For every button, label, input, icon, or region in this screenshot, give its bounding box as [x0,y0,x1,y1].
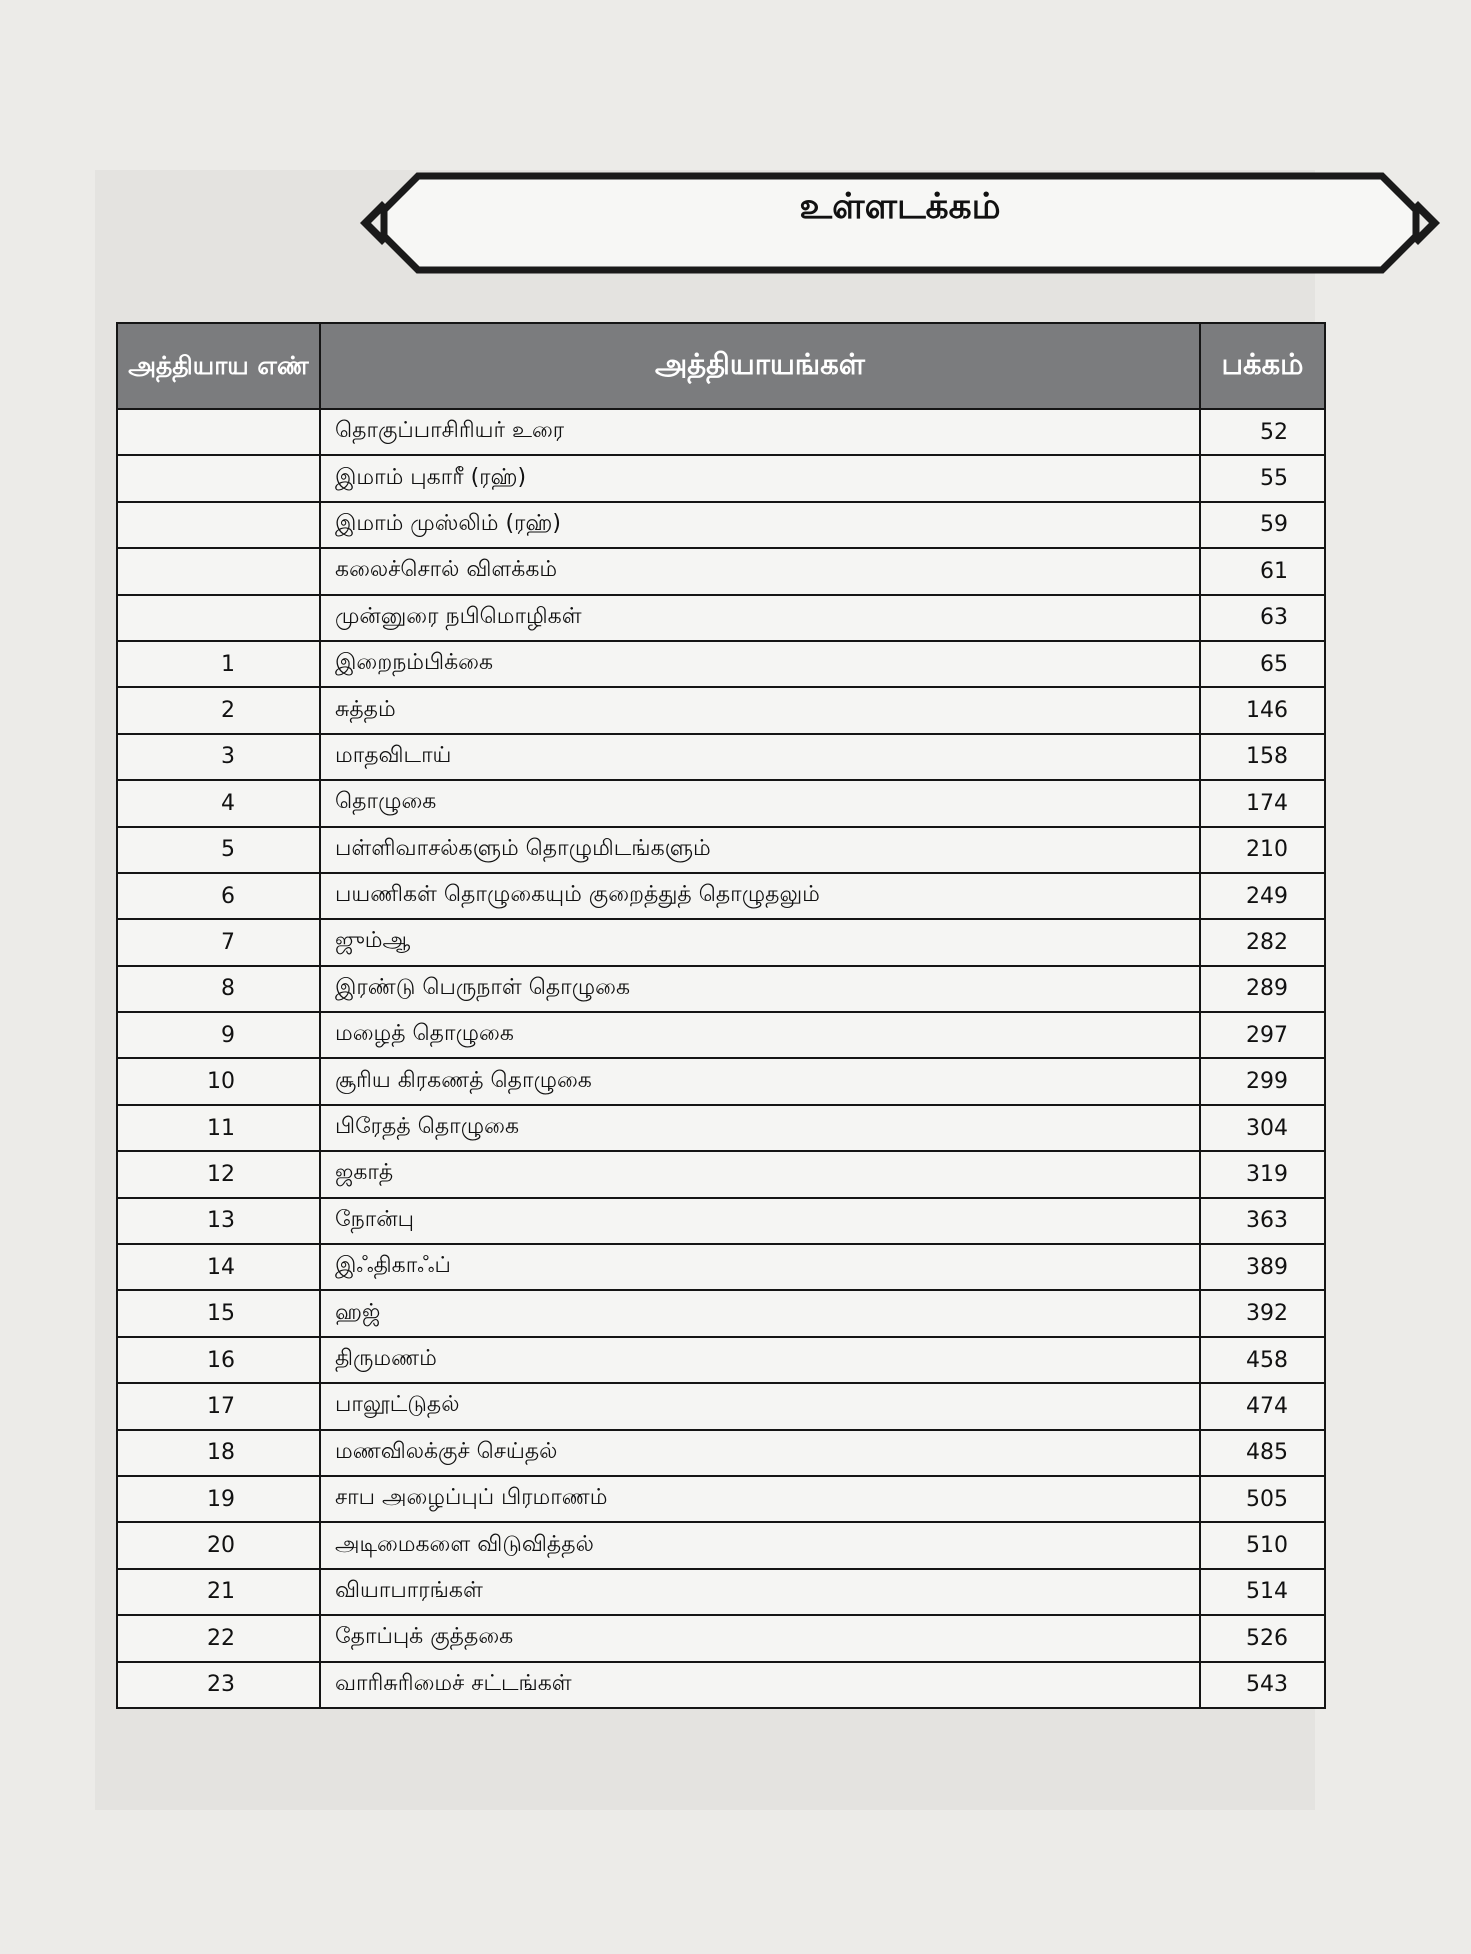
table-row [117,455,1325,501]
table-row [117,687,1325,733]
chapter-title: ஜும்ஆ [320,919,1200,965]
page-title: உள்ளடக்கம் [799,186,1001,227]
chapter-number: 2 [117,687,320,733]
page-number: 510 [1200,1522,1325,1568]
chapter-title: வியாபாரங்கள் [320,1569,1200,1615]
page-number: 526 [1200,1615,1325,1661]
chapter-title: முன்னுரை நபிமொழிகள் [320,595,1200,641]
page-number: 249 [1200,873,1325,919]
chapter-number [117,409,320,455]
chapter-number: 18 [117,1430,320,1476]
table-row [117,873,1325,919]
page-number: 52 [1200,409,1325,455]
chapter-number: 3 [117,734,320,780]
table-row [117,1662,1325,1708]
title-banner [360,168,1440,278]
contents-table [116,322,1326,1709]
chapter-number [117,548,320,594]
chapter-number [117,502,320,548]
chapter-number: 21 [117,1569,320,1615]
chapter-title: அடிமைகளை விடுவித்தல் [320,1522,1200,1568]
table-row [117,1058,1325,1104]
chapter-title: பள்ளிவாசல்களும் தொழுமிடங்களும் [320,827,1200,873]
page-number: 485 [1200,1430,1325,1476]
table-row [117,780,1325,826]
table-row [117,966,1325,1012]
page-number: 458 [1200,1337,1325,1383]
chapter-number [117,595,320,641]
chapter-number: 7 [117,919,320,965]
chapter-number: 12 [117,1151,320,1197]
chapter-number: 20 [117,1522,320,1568]
page-number: 61 [1200,548,1325,594]
page-number: 55 [1200,455,1325,501]
chapter-number: 6 [117,873,320,919]
chapter-title: மாதவிடாய் [320,734,1200,780]
page-number: 505 [1200,1476,1325,1522]
chapter-number: 23 [117,1662,320,1708]
chapter-title: கலைச்சொல் விளக்கம் [320,548,1200,594]
chapter-number: 16 [117,1337,320,1383]
chapter-title: தொழுகை [320,780,1200,826]
chapter-number [117,455,320,501]
table-row [117,1337,1325,1383]
table-row [117,641,1325,687]
chapter-number: 13 [117,1198,320,1244]
chapter-number: 22 [117,1615,320,1661]
table-row [117,1383,1325,1429]
chapter-number: 4 [117,780,320,826]
chapter-title: பிரேதத் தொழுகை [320,1105,1200,1151]
table-row [117,1522,1325,1568]
chapter-title: சாப அழைப்புப் பிரமாணம் [320,1476,1200,1522]
contents-table-body [117,409,1325,1708]
page-number: 514 [1200,1569,1325,1615]
chapter-number: 19 [117,1476,320,1522]
chapter-title: ஜகாத் [320,1151,1200,1197]
chapter-number: 10 [117,1058,320,1104]
chapter-title: பயணிகள் தொழுகையும் குறைத்துத் தொழுதலும் [320,873,1200,919]
column-header-number: அத்தியாய எண் [117,323,320,409]
table-row [117,502,1325,548]
page-number: 146 [1200,687,1325,733]
chapter-title: திருமணம் [320,1337,1200,1383]
page-number: 63 [1200,595,1325,641]
page-number: 59 [1200,502,1325,548]
chapter-title: இஃதிகாஃப் [320,1244,1200,1290]
chapter-title: தோப்புக் குத்தகை [320,1615,1200,1661]
table-row [117,548,1325,594]
page-number: 304 [1200,1105,1325,1151]
chapter-number: 11 [117,1105,320,1151]
page-number: 289 [1200,966,1325,1012]
page-number: 319 [1200,1151,1325,1197]
chapter-number: 14 [117,1244,320,1290]
table-row [117,1476,1325,1522]
table-row [117,1198,1325,1244]
table-row [117,1615,1325,1661]
chapter-number: 5 [117,827,320,873]
table-row [117,919,1325,965]
chapter-title: இரண்டு பெருநாள் தொழுகை [320,966,1200,1012]
page-number: 299 [1200,1058,1325,1104]
chapter-title: பாலூட்டுதல் [320,1383,1200,1429]
page-number: 363 [1200,1198,1325,1244]
chapter-number: 1 [117,641,320,687]
chapter-title: மழைத் தொழுகை [320,1012,1200,1058]
table-row [117,1244,1325,1290]
table-row [117,1569,1325,1615]
table-header-row [117,323,1325,409]
page-number: 389 [1200,1244,1325,1290]
page-number: 392 [1200,1290,1325,1336]
page-number: 282 [1200,919,1325,965]
column-header-title: அத்தியாயங்கள் [320,323,1200,409]
table-row [117,1151,1325,1197]
table-row [117,1012,1325,1058]
chapter-title: இமாம் முஸ்லிம் (ரஹ்) [320,502,1200,548]
chapter-number: 8 [117,966,320,1012]
table-row [117,409,1325,455]
chapter-title: தொகுப்பாசிரியர் உரை [320,409,1200,455]
chapter-title: வாரிசுரிமைச் சட்டங்கள் [320,1662,1200,1708]
page-number: 174 [1200,780,1325,826]
table-row [117,1430,1325,1476]
table-row [117,827,1325,873]
page-number: 543 [1200,1662,1325,1708]
chapter-title: மணவிலக்குச் செய்தல் [320,1430,1200,1476]
table-row [117,1290,1325,1336]
chapter-number: 9 [117,1012,320,1058]
chapter-title: சூரிய கிரகணத் தொழுகை [320,1058,1200,1104]
table-row [117,734,1325,780]
page-number: 297 [1200,1012,1325,1058]
table-row [117,595,1325,641]
chapter-title: நோன்பு [320,1198,1200,1244]
page-number: 474 [1200,1383,1325,1429]
chapter-title: ஹஜ் [320,1290,1200,1336]
page-number: 65 [1200,641,1325,687]
page-number: 210 [1200,827,1325,873]
chapter-number: 17 [117,1383,320,1429]
column-header-page: பக்கம் [1200,323,1325,409]
chapter-number: 15 [117,1290,320,1336]
page-number: 158 [1200,734,1325,780]
chapter-title: சுத்தம் [320,687,1200,733]
table-row [117,1105,1325,1151]
chapter-title: இமாம் புகாரீ (ரஹ்) [320,455,1200,501]
chapter-title: இறைநம்பிக்கை [320,641,1200,687]
